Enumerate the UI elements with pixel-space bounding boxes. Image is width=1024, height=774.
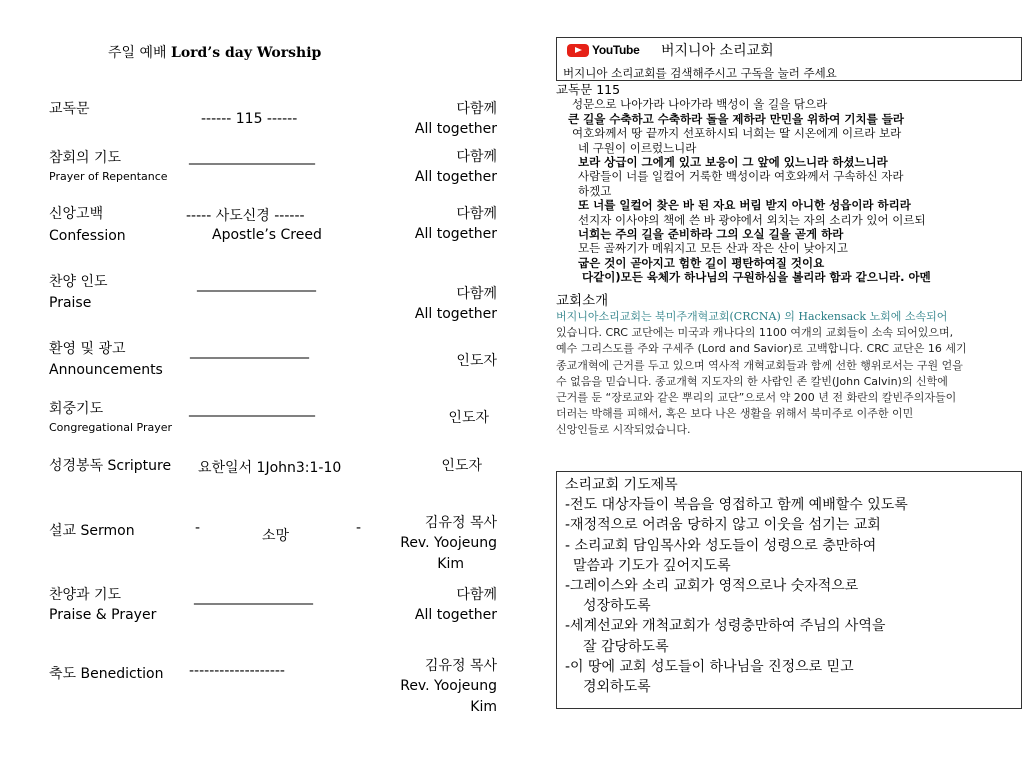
row-middle: ------------------- [189,663,285,679]
reading-line: 큰 길을 수축하고 수축하라 돌을 제하라 만민을 위하여 기치를 들라 [568,111,904,126]
row-label: 성경봉독 Scripture [49,458,172,474]
reading-line: 너희는 주의 길을 준비하라 그의 오실 길을 곧게 하라 [578,227,844,242]
row-label: 설교 Sermon [49,523,135,539]
leader-kr: 인도자 [441,458,482,474]
youtube-channel-name: 버지니아 소리교회 [661,43,774,59]
row-middle: __________________ [189,401,315,417]
leader-en: Rev. Yoojeung [400,535,497,552]
row-middle-dash-left: - [195,520,201,536]
row-label [49,586,156,625]
row-middle: ----- 사도신경 ------ [186,208,305,224]
leader-kr: 김유정 목사 [424,658,497,674]
leader-kr: 다함께 [456,149,497,165]
row-label-sub: Prayer of Repentance [49,169,168,183]
row-middle: 소망 [262,528,290,544]
row-leader [456,351,497,371]
leader-kr: 다함께 [456,587,497,603]
row-label: 축도 Benediction [49,666,164,682]
leader-en: Rev. Yoojeung [400,678,497,695]
reading-line: 또 너를 일컬어 찾은 바 된 자요 버림 받지 아니한 성읍이라 하리라 [578,198,911,213]
leader-en-2: Kim [470,698,497,715]
youtube-channel-box [556,37,1022,81]
leader-kr: 인도자 [456,353,497,369]
responsive-reading [556,83,1022,285]
intro-line: 신앙인들로 시작되었습니다. [556,423,691,437]
church-introduction-title: 교회소개 [556,293,609,309]
row-label [49,273,108,313]
church-introduction [556,293,1022,439]
row-middle: _________________ [194,589,313,605]
row-label-en: Announcements [49,361,163,378]
row-leader [415,284,497,325]
row-label-kr: 신앙고백 [49,206,104,222]
youtube-wordmark: YouTube [592,43,640,57]
row-middle-en: Apostle’s Creed [212,227,322,243]
row-label-kr: 환영 및 광고 [49,341,126,357]
row-leader [448,408,489,428]
reading-line: 여호와께서 땅 끝까지 선포하시되 너희는 딸 시온에게 이르라 보라 [572,126,902,141]
leader-kr: 다함께 [456,286,497,302]
intro-line: 버지니아소리교회는 북미주개혁교회(CRCNA) 의 Hackensack 노회에 소속되어 [556,310,948,323]
row-label-en: Confession [49,227,126,244]
row-label-en: Praise & Prayer [49,606,157,623]
prayer-line: 경외하도록 [583,679,651,696]
row-leader [415,204,497,245]
reading-line: 모든 골짜기가 메워지고 모든 산과 작은 산이 낮아지고 [578,241,848,256]
prayer-line: -전도 대상자들이 복음을 영접하고 함께 예배할수 있도록 [565,497,908,514]
responsive-reading-title: 교독문 115 [556,82,621,97]
row-label [49,205,126,246]
intro-line: 수 없음을 믿습니다. 종교개혁 지도자의 한 사람인 존 칼빈(John Calvin)의 신학에 [556,374,948,388]
worship-title-kr: 주일 예배 [108,45,167,61]
prayer-line: -그레이스와 소리 교회가 영적으로나 숫자적으로 [565,578,859,595]
prayer-line: -이 땅에 교회 성도들이 하나님을 진정으로 믿고 [565,658,854,675]
row-middle-dash-right: - [356,520,362,536]
prayer-line: 말씀과 기도가 깊어지도록 [573,557,731,574]
leader-en: All together [414,121,497,138]
leader-en: All together [414,226,497,243]
leader-en: All together [414,607,497,624]
leader-en: All together [414,306,497,323]
row-middle: _________________ [197,276,316,292]
row-leader [400,656,497,717]
row-label-kr: 회중기도 [49,401,104,417]
row-label [49,400,172,435]
intro-line: 더러는 박해를 피해서, 혹은 보다 나은 생활을 위해서 북미주로 이주한 이민 [556,407,914,421]
row-label-sub: Congregational Prayer [49,420,173,434]
row-middle: ------ 115 ------ [201,111,298,127]
worship-title-en: Lord’s day Worship [171,45,322,61]
row-label-kr: 참회의 기도 [49,150,122,166]
row-label-en: Praise [49,294,92,311]
leader-en-2: Kim [437,555,464,572]
youtube-subscribe-note: 버지니아 소리교회를 검색해주시고 구독을 눌러 주세요 [563,66,837,80]
worship-title [108,42,321,62]
row-leader [400,513,497,574]
reading-line: 성문으로 나아가라 나아가라 백성이 올 길을 닦으라 [572,97,828,112]
row-label [49,340,163,380]
row-middle: _________________ [190,343,309,359]
intro-line: 종교개혁에 근거를 두고 있으며 역사적 개혁교회들과 함께 선한 행위로서는 구원 얻을 [556,358,963,372]
row-leader [441,456,482,476]
row-label-kr: 찬양과 기도 [49,587,122,603]
leader-kr: 다함께 [456,101,497,117]
youtube-play-icon [567,44,589,57]
leader-en: All together [414,169,497,186]
leader-kr: 인도자 [448,410,489,426]
row-label: 교독문 [49,101,90,117]
prayer-line: 잘 감당하도록 [583,638,669,655]
prayer-line: -세계선교와 개척교회가 성령충만하여 주님의 사역을 [565,618,886,635]
row-label-kr: 찬양 인도 [49,274,108,290]
reading-line: 사람들이 너를 일컬어 거룩한 백성이라 여호와께서 구속하신 자라 [578,169,904,184]
row-label [49,149,168,184]
intro-line: 예수 그리스도를 주와 구세주 (Lord and Savior)로 고백합니다. CRC 교단은 16 세기 [556,342,967,356]
row-leader [415,147,497,188]
reading-line: 하겠고 [578,183,612,198]
leader-kr: 다함께 [456,206,497,222]
row-middle: 요한일서 1John3:1-10 [198,460,342,476]
prayer-line: -재정적으로 어려움 당하지 않고 이웃을 섬기는 교회 [565,517,881,534]
reading-line: 보라 상급이 그에게 있고 보응이 그 앞에 있느니라 하셨느니라 [578,155,888,170]
prayer-line: - 소리교회 담임목사와 성도들이 성령으로 충만하여 [565,537,877,554]
reading-line: 네 구원이 이르렀느니라 [578,140,697,155]
prayer-requests-title: 소리교회 기도제목 [565,477,678,493]
reading-line: 다같이)모든 육체가 하나님의 구원하심을 볼리라 함과 같으니라. 아멘 [582,270,931,285]
row-leader [415,585,497,626]
leader-kr: 김유정 목사 [424,515,497,531]
row-middle: __________________ [189,149,315,165]
youtube-logo[interactable] [567,43,639,57]
reading-line: 굽은 것이 곧아지고 험한 길이 평탄하여질 것이요 [578,255,825,270]
reading-line: 선지자 이사야의 책에 쓴 바 광야에서 외치는 자의 소리가 있어 이르되 [578,212,926,227]
intro-line: 근거를 둔 “장로교와 같은 뿌리의 교단”으로서 약 200 년 전 화란의 칼빈주의자들이 [556,391,957,405]
row-leader [415,99,497,140]
intro-line: 있습니다. CRC 교단에는 미국과 캐나다의 1100 여개의 교회들이 소속 되어있으며, [556,326,954,340]
prayer-line: 성장하도록 [583,598,651,615]
prayer-requests-box [556,471,1022,709]
